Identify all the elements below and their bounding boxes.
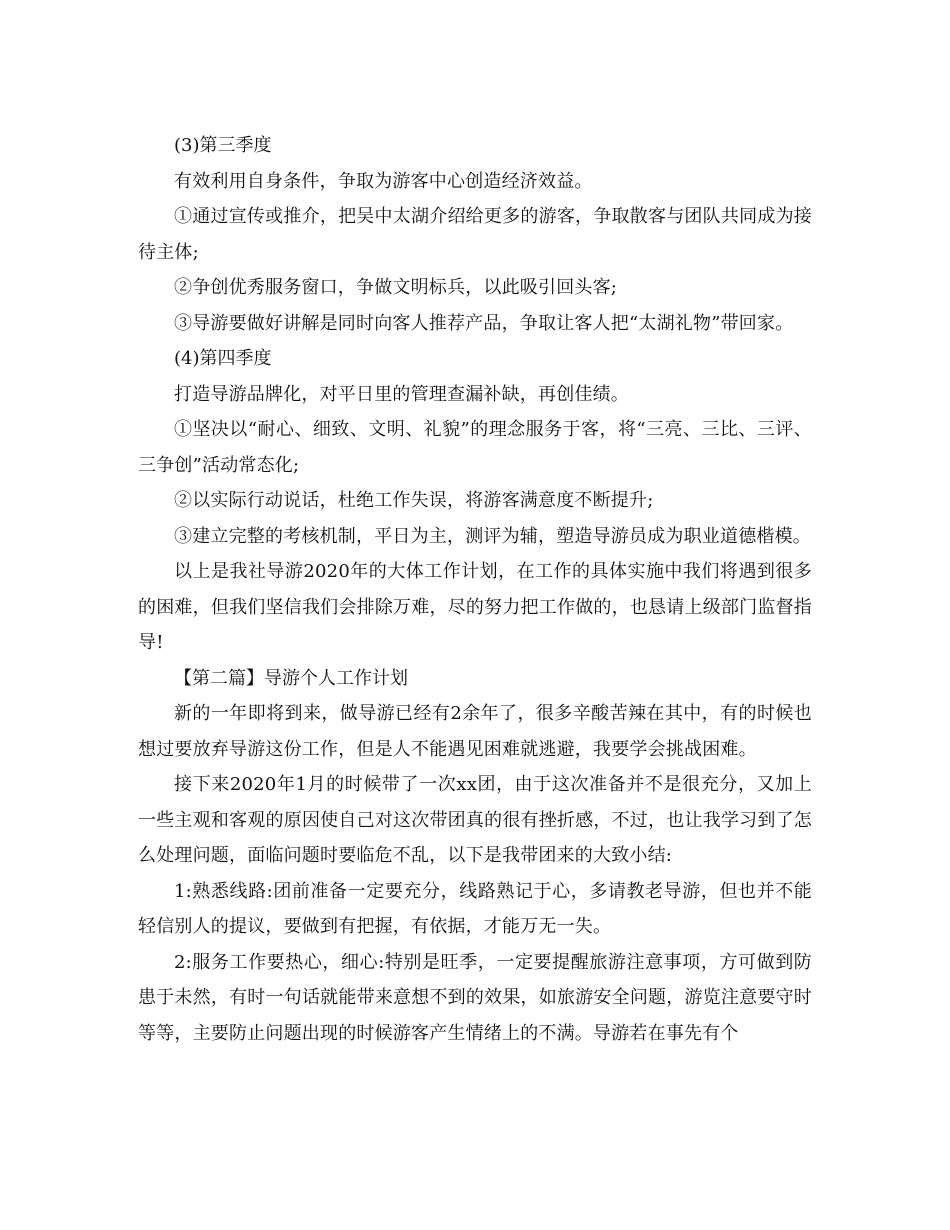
article-title: 【第二篇】导游个人工作计划	[174, 667, 408, 689]
paragraph: ③导游要做好讲解是同时向客人推荐产品，争取让客人把“太湖礼物”带回家。	[174, 312, 794, 334]
paragraph: ①通过宣传或推介，把吴中太湖介绍给更多的游客，争取散客与团队共同成为接待主体;	[138, 206, 812, 263]
section-heading-q4: (4)第四季度	[174, 348, 272, 369]
paragraph: ②争创优秀服务窗口，争做文明标兵，以此吸引回头客;	[174, 277, 618, 298]
paragraph: ①坚决以“耐心、细致、文明、礼貌”的理念服务于客，将“三亮、三比、三评、三争创”活动常态化;	[138, 419, 812, 476]
section-heading-q3: (3)第三季度	[174, 135, 272, 156]
paragraph: 打造导游品牌化，对平日里的管理查漏补缺，再创佳绩。	[174, 383, 629, 405]
paragraph: 以上是我社导游2020年的大体工作计划，在工作的具体实施中我们将遇到很多的困难，但我们坚信我们会排除万难，尽的努力把工作做的，也恳请上级部门监督指导!	[138, 561, 812, 653]
paragraph: 1:熟悉线路:团前准备一定要充分，线路熟记于心，多请教老导游，但也并不能轻信别人的提议，要做到有把握，有依据，才能万无一失。	[138, 880, 812, 937]
document-body	[138, 128, 812, 1051]
paragraph: 2:服务工作要热心，细心:特别是旺季，一定要提醒旅游注意事项，方可做到防患于未然，有时一句话就能带来意想不到的效果，如旅游安全问题，游览注意要守时等等，主要防止问题出现的时候游客产生情绪上的不满。导游若在事先有个	[138, 951, 812, 1044]
paragraph: 有效利用自身条件，争取为游客中心创造经济效益。	[174, 170, 593, 192]
paragraph: 新的一年即将到来，做导游已经有2余年了，很多辛酸苦辣在其中，有的时候也想过要放弃导游这份工作，但是人不能遇见困难就逃避，我要学会挑战困难。	[138, 703, 812, 760]
paragraph: ②以实际行动说话，杜绝工作失误，将游客满意度不断提升;	[174, 490, 654, 511]
paragraph: 接下来2020年1月的时候带了一次xx团，由于这次准备并不是很充分，又加上一些主观和客观的原因使自己对这次带团真的很有挫折感，不过，也让我学习到了怎么处理问题，面临问题时要临危不乱，以下是我带团来的大致小结:	[138, 774, 812, 866]
paragraph: ③建立完整的考核机制，平日为主，测评为辅，塑造导游员成为职业道德楷模。	[174, 525, 811, 547]
